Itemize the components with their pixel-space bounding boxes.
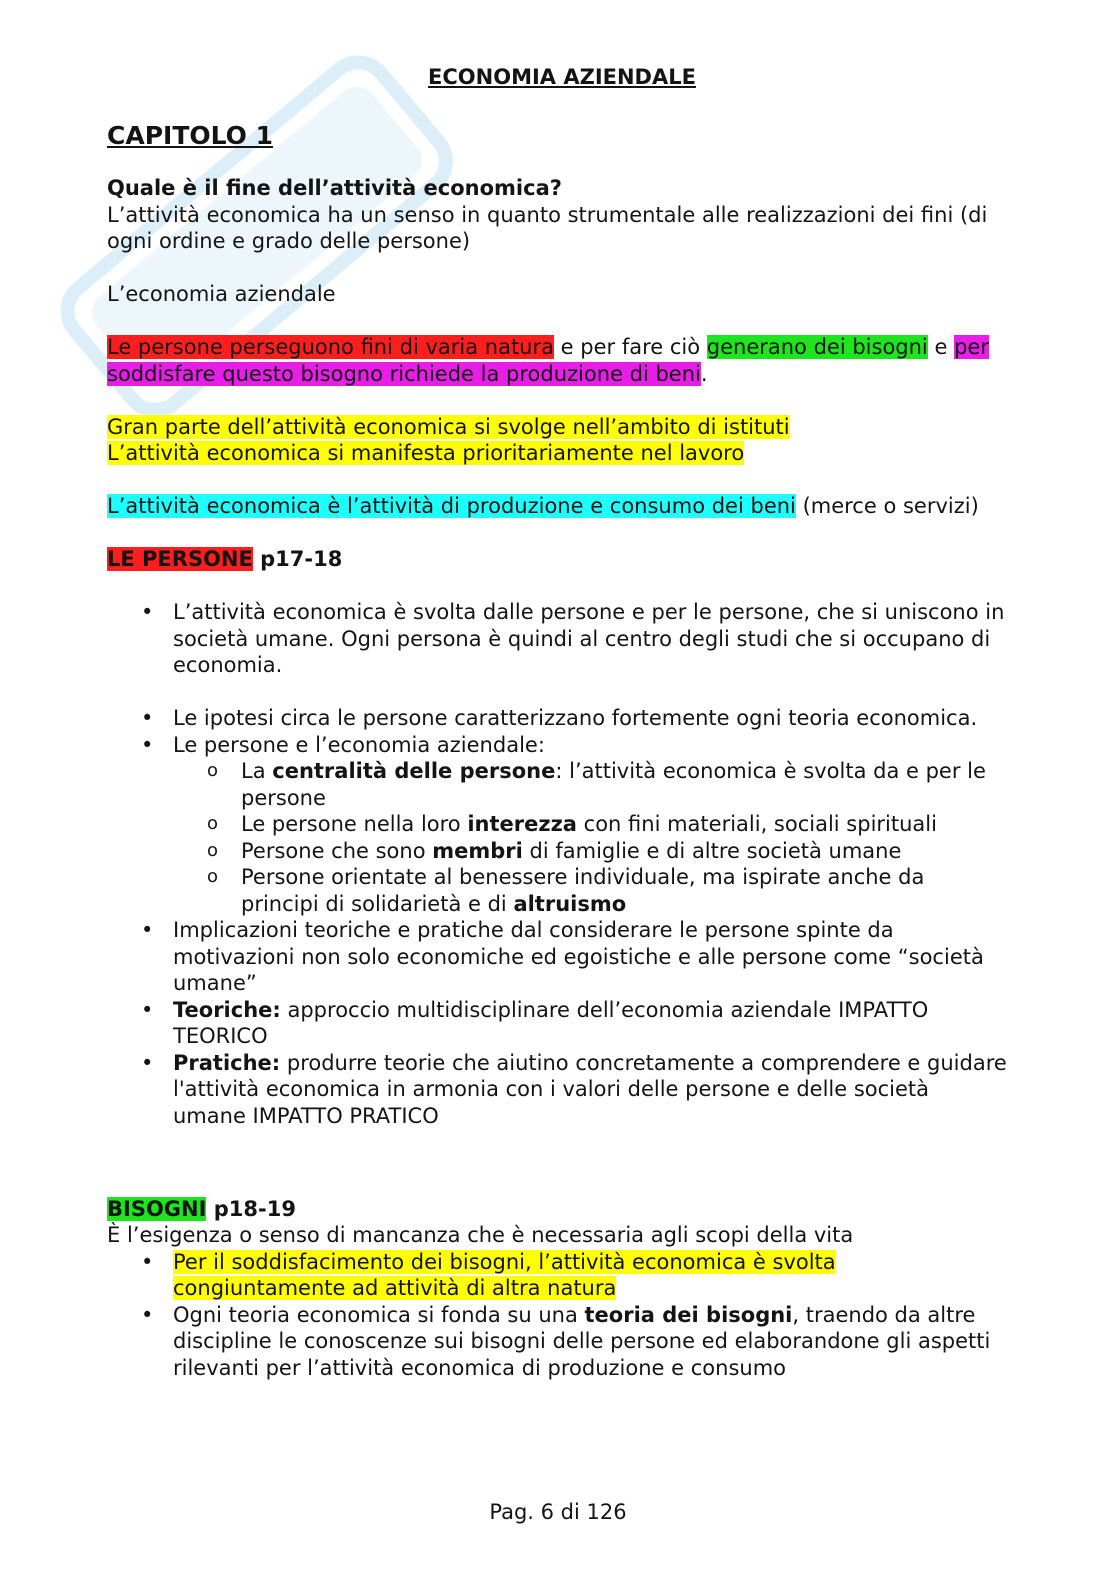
economia-heading: L’economia aziendale bbox=[107, 282, 336, 306]
sub-list-item: o Le persone nella loro interezza con fini materiali, sociali spirituali bbox=[241, 811, 1007, 838]
sub-list-item: o La centralità delle persone: l’attività economica è svolta da e per le persone bbox=[241, 758, 1007, 811]
answer-paragraph: L’attività economica ha un senso in quanto strumentale alle realizzazioni dei fini (di ogni ordine e grado delle persone) bbox=[107, 202, 988, 253]
highlight-red: Le persone perseguono fini di varia natura bbox=[107, 335, 554, 359]
section-heading-bisogni: BISOGNI p18-19 bbox=[107, 1196, 296, 1221]
list-item: • Implicazioni teoriche e pratiche dal considerare le persone spinte da motivazioni non solo economiche ed egoistiche e alle persone come “società umane” bbox=[173, 917, 1007, 997]
list-item: • L’attività economica è svolta dalle persone e per le persone, che si uniscono in società umane. Ogni persona è quindi al centro degli studi che si occupano di economia. bbox=[173, 599, 1007, 679]
document-title: ECONOMIA AZIENDALE bbox=[428, 65, 696, 89]
list-item: • Per il soddisfacimento dei bisogni, l’attività economica è svolta congiuntamente ad attività di altra natura bbox=[173, 1249, 1007, 1302]
persone-list-2 bbox=[107, 705, 1007, 1129]
persone-list bbox=[107, 599, 1007, 679]
list-item: • Pratiche: produrre teorie che aiutino concretamente a comprendere e guidare l'attività economica in armonia con i valori delle persone e delle società umane IMPATTO PRATICO bbox=[173, 1050, 1007, 1130]
list-item: • Ogni teoria economica si fonda su una teoria dei bisogni, traendo da altre discipline le conoscenze sui bisogni delle persone ed elaborandone gli aspetti rilevanti per l’attività economica di produzione e consumo bbox=[173, 1302, 1007, 1382]
sub-list-item: o Persone che sono membri di famiglie e di altre società umane bbox=[241, 838, 1007, 865]
page-number: Pag. 6 di 126 bbox=[489, 1500, 627, 1524]
list-item: • Teoriche: approccio multidisciplinare dell’economia aziendale IMPATTO TEORICO bbox=[173, 997, 1007, 1050]
highlight-magenta: per soddisfare questo bisogno richiede la produzione di beni bbox=[107, 335, 989, 386]
list-item: • Le persone e l’economia aziendale: o La centralità delle persone: l’attività economica è svolta da e per le persone o Le persone nella loro interezza con fini materiali, sociali spirituali o Persone che sono membri di famiglie e di altre società umane o Persone orientate al benessere individuale, ma ispirate anche da principi di solidarietà e di altruismo bbox=[173, 732, 1007, 918]
highlight-paragraph-1: Le persone perseguono fini di varia natura e per fare ciò generano dei bisogni e per soddisfare questo bisogno richiede la produzione di beni. bbox=[107, 335, 989, 386]
highlight-green: generano dei bisogni bbox=[706, 335, 928, 359]
list-item: • Le ipotesi circa le persone caratterizzano fortemente ogni teoria economica. bbox=[173, 705, 1007, 732]
highlight-paragraph-3: L’attività economica è l’attività di produzione e consumo dei beni (merce o servizi) bbox=[107, 494, 979, 518]
chapter-heading: CAPITOLO 1 bbox=[107, 120, 274, 150]
sub-list bbox=[173, 758, 1007, 917]
bisogni-list bbox=[107, 1249, 1007, 1382]
document-page bbox=[107, 64, 1007, 1381]
sub-list-item: o Persone orientate al benessere individuale, ma ispirate anche da principi di solidarietà e di altruismo bbox=[241, 864, 1007, 917]
section-heading-persone: LE PERSONE p17-18 bbox=[107, 547, 343, 571]
question-heading: Quale è il fine dell’attività economica? bbox=[107, 176, 562, 200]
bisogni-definition: È l’esigenza o senso di mancanza che è necessaria agli scopi della vita bbox=[107, 1223, 854, 1247]
highlight-paragraph-2: Gran parte dell’attività economica si svolge nell’ambito di istituti L’attività economica si manifesta prioritariamente nel lavoro bbox=[107, 414, 790, 465]
highlight-cyan: L’attività economica è l’attività di produzione e consumo dei beni bbox=[107, 494, 796, 518]
